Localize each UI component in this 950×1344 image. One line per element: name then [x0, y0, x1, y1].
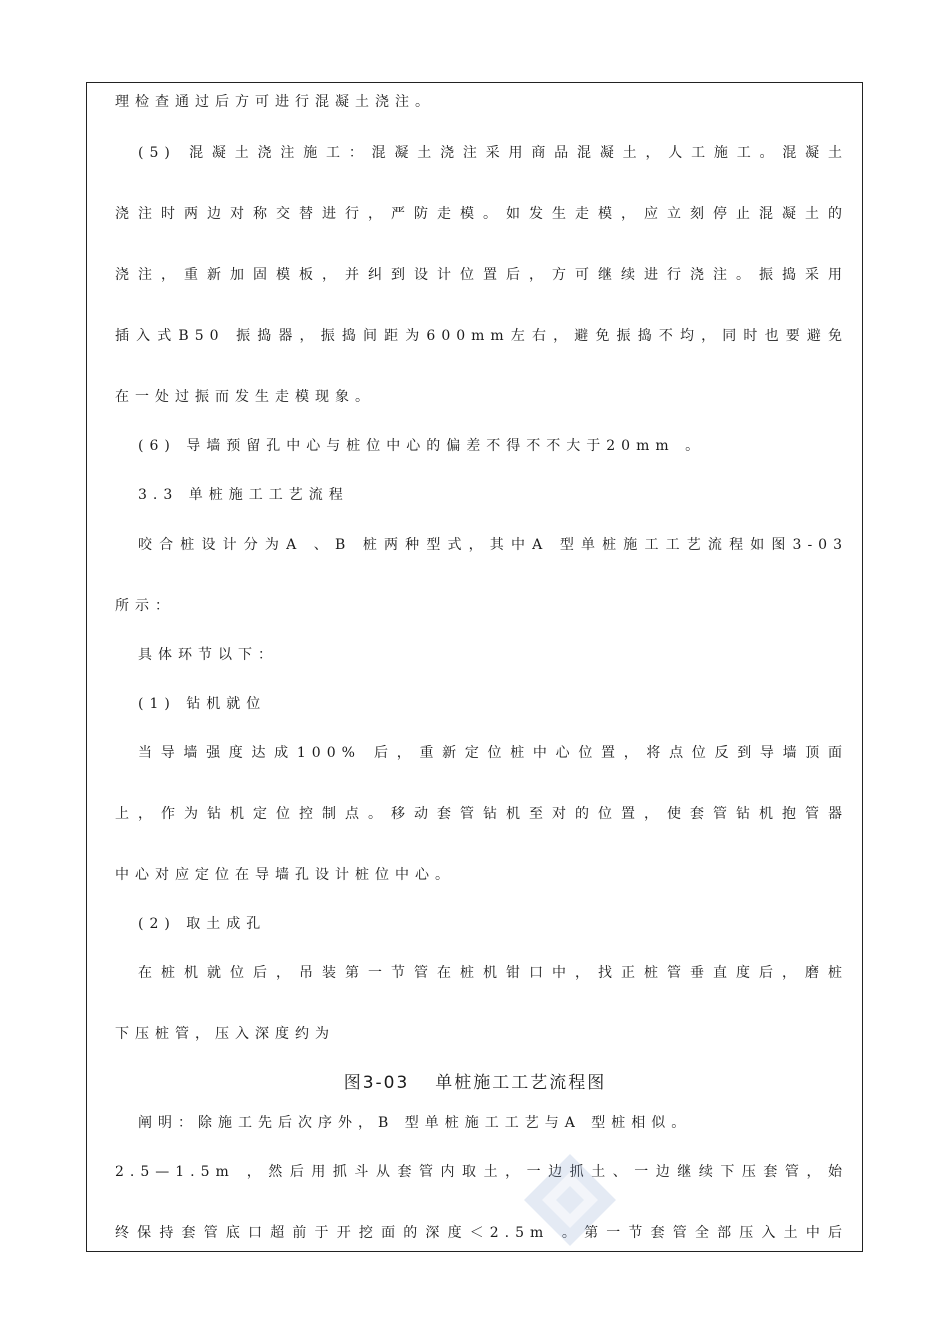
text-line-6: 在一处过振而发生走模现象。: [115, 389, 375, 405]
text-line-4: 浇注，重新加固模板，并纠到设计位置后，方可继续进行浇注。振捣采用: [115, 267, 848, 283]
text-line-18: 下压桩管，压入深度约为: [115, 1026, 335, 1042]
text-line-14: 上，作为钻机定位控制点。移动套管钻机至对的位置，使套管钻机抱管器: [115, 806, 848, 822]
text-line-11: 具体环节以下：: [138, 647, 278, 663]
text-line-13: 当导墙强度达成100% 后，重新定位桩中心位置，将点位反到导墙顶面: [138, 745, 848, 761]
figure-number: 图3-03: [343, 1073, 410, 1093]
text-line-12: (1) 钻机就位: [138, 696, 267, 712]
text-line-5: 插入式B50 振捣器，振捣间距为600mm左右，避免振捣不均，同时也要避免: [115, 328, 848, 344]
figure-title: 单桩施工工艺流程图: [435, 1073, 607, 1093]
text-line-9: 咬合桩设计分为A 、B 桩两种型式，其中A 型单桩施工工艺流程如图3-03: [138, 537, 848, 553]
text-line-2: (5) 混凝土浇注施工：混凝土浇注采用商品混凝土，人工施工。混凝土: [138, 145, 848, 161]
text-line-16: (2) 取土成孔: [138, 916, 267, 932]
section-heading-3-3: 3.3 单桩施工工艺流程: [138, 487, 349, 503]
text-line-10: 所示：: [115, 598, 175, 614]
text-line-17: 在桩机就位后，吊装第一节管在桩机钳口中，找正桩管垂直度后，磨桩: [138, 965, 848, 981]
text-line-1: 理检查通过后方可进行混凝土浇注。: [115, 94, 435, 110]
text-line-7: (6) 导墙预留孔中心与桩位中心的偏差不得不不大于20mm 。: [138, 438, 706, 454]
text-line-after-3: 终保持套管底口超前于开挖面的深度＜2.5m 。第一节套管全部压入土中后: [115, 1225, 848, 1241]
text-line-15: 中心对应定位在导墙孔设计桩位中心。: [115, 867, 455, 883]
figure-caption: [0, 1072, 950, 1094]
text-line-3: 浇注时两边对称交替进行，严防走模。如发生走模，应立刻停止混凝土的: [115, 206, 848, 222]
text-line-after-2: 2.5—1.5m ，然后用抓斗从套管内取土，一边抓土、一边继续下压套管，始: [115, 1164, 848, 1180]
note-line: 阐明：除施工先后次序外，B 型单桩施工工艺与A 型桩相似。: [138, 1115, 692, 1131]
watermark-logo-icon: [520, 1150, 620, 1250]
